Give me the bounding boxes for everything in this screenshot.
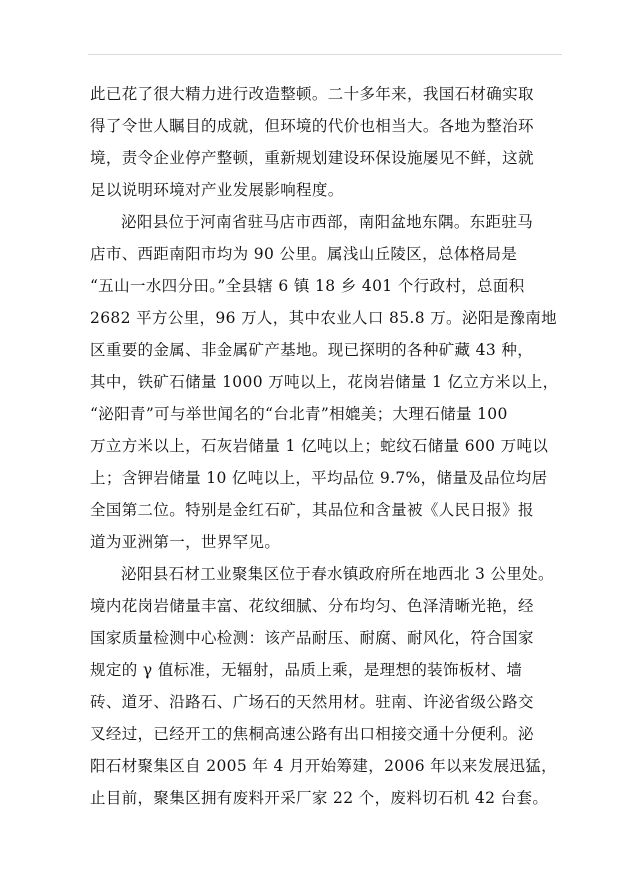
text-line: 泌阳县石材工业聚集区位于春水镇政府所在地西北 3 公里处。 [121, 565, 554, 583]
text-line: 区重要的金属、非金属矿产基地。现已探明的各种矿藏 43 种， [90, 341, 534, 359]
text-line: 全国第二位。特别是金红石矿，其品位和含量被《人民日报》报 [90, 501, 534, 519]
text-line: 万立方米以上，石灰岩储量 1 亿吨以上；蛇纹石储量 600 万吨以 [90, 437, 549, 455]
text-line: 境内花岗岩储量丰富、花纹细腻、分布均匀、色泽清晰光艳，经 [90, 597, 534, 615]
text-line: 其中，铁矿石储量 1000 万吨以上，花岗岩储量 1 亿立方米以上， [90, 373, 559, 391]
text-line: 道为亚洲第一，世界罕见。 [90, 533, 281, 551]
text-line: 阳石材聚集区自 2005 年 4 月开始筹建，2006 年以来发展迅猛， [90, 757, 557, 775]
text-line: 叉经过，已经开工的焦桐高速公路有出口相接交通十分便利。泌 [90, 725, 534, 743]
text-line: 止目前，聚集区拥有废料开采厂家 22 个，废料切石机 42 台套。 [90, 789, 549, 807]
text-line: 境，责令企业停产整顿，重新规划建设环保设施屡见不鲜，这就 [90, 149, 534, 167]
text-line: 2682 平方公里，96 万人，其中农业人口 85.8 万。泌阳是豫南地 [90, 309, 557, 327]
header-rule [88, 54, 562, 55]
text-line: 此已花了很大精力进行改造整顿。二十多年来，我国石材确实取 [90, 85, 534, 103]
text-line: “五山一水四分田。”全县辖 6 镇 18 乡 401 个行政村，总面积 [90, 277, 525, 295]
text-line: “泌阳青”可与举世闻名的“台北青”相媲美；大理石储量 100 [90, 405, 508, 423]
text-line: 规定的 γ 值标准，无辐射，品质上乘，是理想的装饰板材、墙 [90, 661, 523, 679]
text-line: 得了令世人瞩目的成就，但环境的代价也相当大。各地为整治环 [90, 117, 534, 135]
text-line: 砖、道牙、沿路石、广场石的天然用材。驻南、许泌省级公路交 [90, 693, 534, 711]
text-line: 上；含钾岩储量 10 亿吨以上，平均品位 9.7%，储量及品位均居 [90, 469, 548, 487]
text-line: 泌阳县位于河南省驻马店市西部，南阳盆地东隅。东距驻马 [121, 213, 534, 231]
text-line: 店市、西距南阳市均为 90 公里。属浅山丘陵区，总体格局是 [90, 245, 518, 263]
text-line: 足以说明环境对产业发展影响程度。 [90, 181, 344, 199]
text-line: 国家质量检测中心检测：该产品耐压、耐腐、耐风化，符合国家 [90, 629, 534, 647]
